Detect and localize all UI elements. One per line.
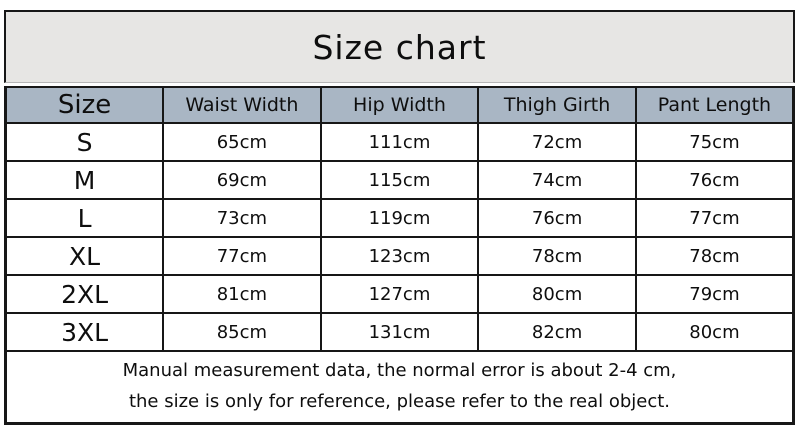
header-row <box>6 87 794 123</box>
value-cell-pant: 75cm <box>636 123 794 161</box>
value-cell-pant: 77cm <box>636 199 794 237</box>
value-cell-waist: 65cm <box>163 123 321 161</box>
value-cell-waist: 73cm <box>163 199 321 237</box>
value-cell-thigh: 82cm <box>478 313 636 351</box>
size-cell: XL <box>6 237 164 275</box>
table-row-xl <box>6 237 794 275</box>
column-header-pant-length: Pant Length <box>636 87 794 123</box>
value-cell-hip: 115cm <box>321 161 479 199</box>
value-cell-pant: 78cm <box>636 237 794 275</box>
value-cell-hip: 111cm <box>321 123 479 161</box>
table-row-2xl <box>6 275 794 313</box>
footnote-row <box>6 351 794 424</box>
size-cell: 3XL <box>6 313 164 351</box>
value-cell-thigh: 72cm <box>478 123 636 161</box>
table-row-l <box>6 199 794 237</box>
column-header-thigh-girth: Thigh Girth <box>478 87 636 123</box>
footnote-cell <box>6 351 794 424</box>
value-cell-thigh: 76cm <box>478 199 636 237</box>
table-row-s <box>6 123 794 161</box>
column-header-waist-width: Waist Width <box>163 87 321 123</box>
table-row-3xl <box>6 313 794 351</box>
size-cell: 2XL <box>6 275 164 313</box>
page-title: Size chart <box>312 27 487 67</box>
size-cell: L <box>6 199 164 237</box>
value-cell-thigh: 74cm <box>478 161 636 199</box>
value-cell-pant: 80cm <box>636 313 794 351</box>
size-chart-table <box>4 86 795 425</box>
size-cell: M <box>6 161 164 199</box>
value-cell-hip: 131cm <box>321 313 479 351</box>
value-cell-hip: 119cm <box>321 199 479 237</box>
value-cell-waist: 85cm <box>163 313 321 351</box>
column-header-size: Size <box>6 87 164 123</box>
column-header-hip-width: Hip Width <box>321 87 479 123</box>
value-cell-pant: 76cm <box>636 161 794 199</box>
chart-title-band <box>4 10 795 83</box>
value-cell-hip: 127cm <box>321 275 479 313</box>
value-cell-thigh: 80cm <box>478 275 636 313</box>
value-cell-waist: 69cm <box>163 161 321 199</box>
footnote-line-1: Manual measurement data, the normal error is about 2-4 cm, <box>122 360 677 382</box>
value-cell-thigh: 78cm <box>478 237 636 275</box>
size-cell: S <box>6 123 164 161</box>
value-cell-pant: 79cm <box>636 275 794 313</box>
footnote-line-2: the size is only for reference, please refer to the real object. <box>128 391 671 412</box>
table-row-m <box>6 161 794 199</box>
value-cell-waist: 81cm <box>163 275 321 313</box>
value-cell-hip: 123cm <box>321 237 479 275</box>
value-cell-waist: 77cm <box>163 237 321 275</box>
